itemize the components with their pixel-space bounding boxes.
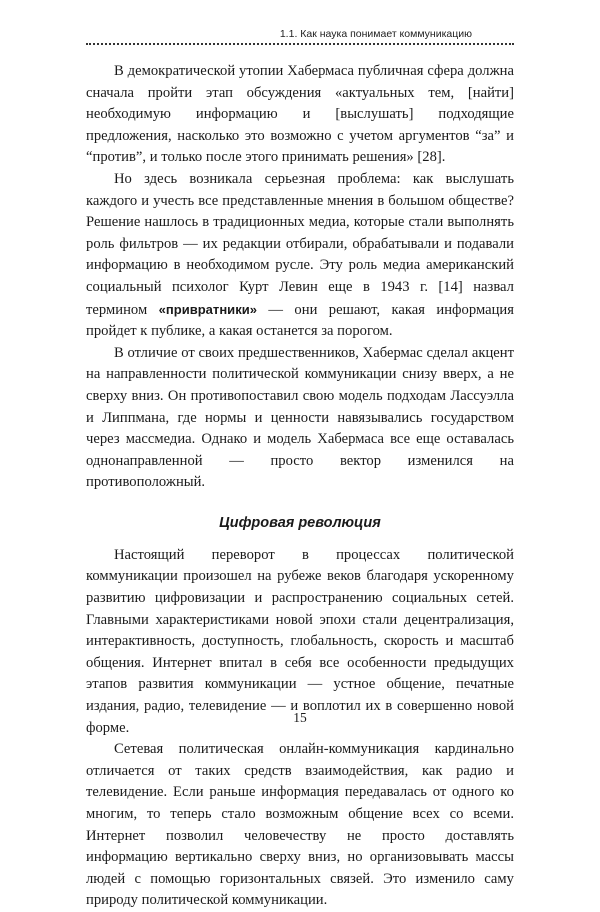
body-text: [86, 61, 514, 912]
paragraph-gatekeepers: [86, 169, 514, 343]
section-heading: Цифровая революция: [219, 514, 381, 531]
book-page: [86, 28, 514, 912]
paragraph-network-communication: Сетевая политическая онлайн-коммуникация кардинально отличается от таких средств взаимодействия, как радио и телевидение. Если раньше информация передавалась от одного ко многим, то теперь стало возможным общение всех со всеми. Интернет позволил человечеству не просто доставлять информацию вертикально сверху вниз, но организовывать массы людей с помощью горизонтальных связей. Это изменило саму природу политической коммуникации.: [86, 741, 514, 909]
paragraph-habermas-utopia: В демократической утопии Хабермаса публичная сфера должна сначала пройти этап обсуждения «актуальных тем, [найти] необходимую информацию и [выслушать] подходящие предложения, насколько это возможно с учетом аргументов “за” и “против”, и только после этого принимать решения» [28].: [86, 63, 514, 166]
paragraph-gatekeepers-text-end: — они решают, какая информация пройдет к публике, а какая останется за порогом.: [86, 301, 514, 340]
paragraph-digital-turn: Настоящий переворот в процессах политической коммуникации произошел на рубеже веков благодаря ускоренному развитию цифровизации и распространению социальных сетей. Главными характеристиками новой эпохи стали децентрализация, интерактивность, доступность, глобальность, скорость и масштаб общения. Интернет впитал в себя все особенности предыдущих этапов развития коммуникации — устное общение, печатные издания, радио, телевидение — и воплотил их в совершенно новой форме.: [86, 546, 514, 736]
term-gatekeepers: «привратники»: [158, 301, 257, 317]
running-header: 1.1. Как наука понимает коммуникацию: [279, 28, 472, 40]
header-dotted-rule: [86, 43, 514, 45]
page-number: 15: [293, 710, 307, 725]
paragraph-gatekeepers-text-start: Но здесь возникала серьезная проблема: как выслушать каждого и учесть все представленные мнения в большом обществе? Решение нашлось в традиционных медиа, которые стали выполнять роль фильтров — их редакции отбирали, обрабатывали и подавали информацию в необходимом русле. Эту роль медиа американский социальный психолог Курт Левин еще в 1943 г. [14] назвал термином: [86, 170, 514, 318]
paragraph-habermas-direction: В отличие от своих предшественников, Хабермас сделал акцент на направленности политической коммуникации снизу вверх, а не сверху вниз. Он противопоставил свою модель подходам Лассуэлла и Липпмана, где нормы и ценности навязывались государством через массмедиа. Однако и модель Хабермаса все еще оставалась однонаправленной — просто вектор изменился на противоположный.: [86, 344, 514, 491]
